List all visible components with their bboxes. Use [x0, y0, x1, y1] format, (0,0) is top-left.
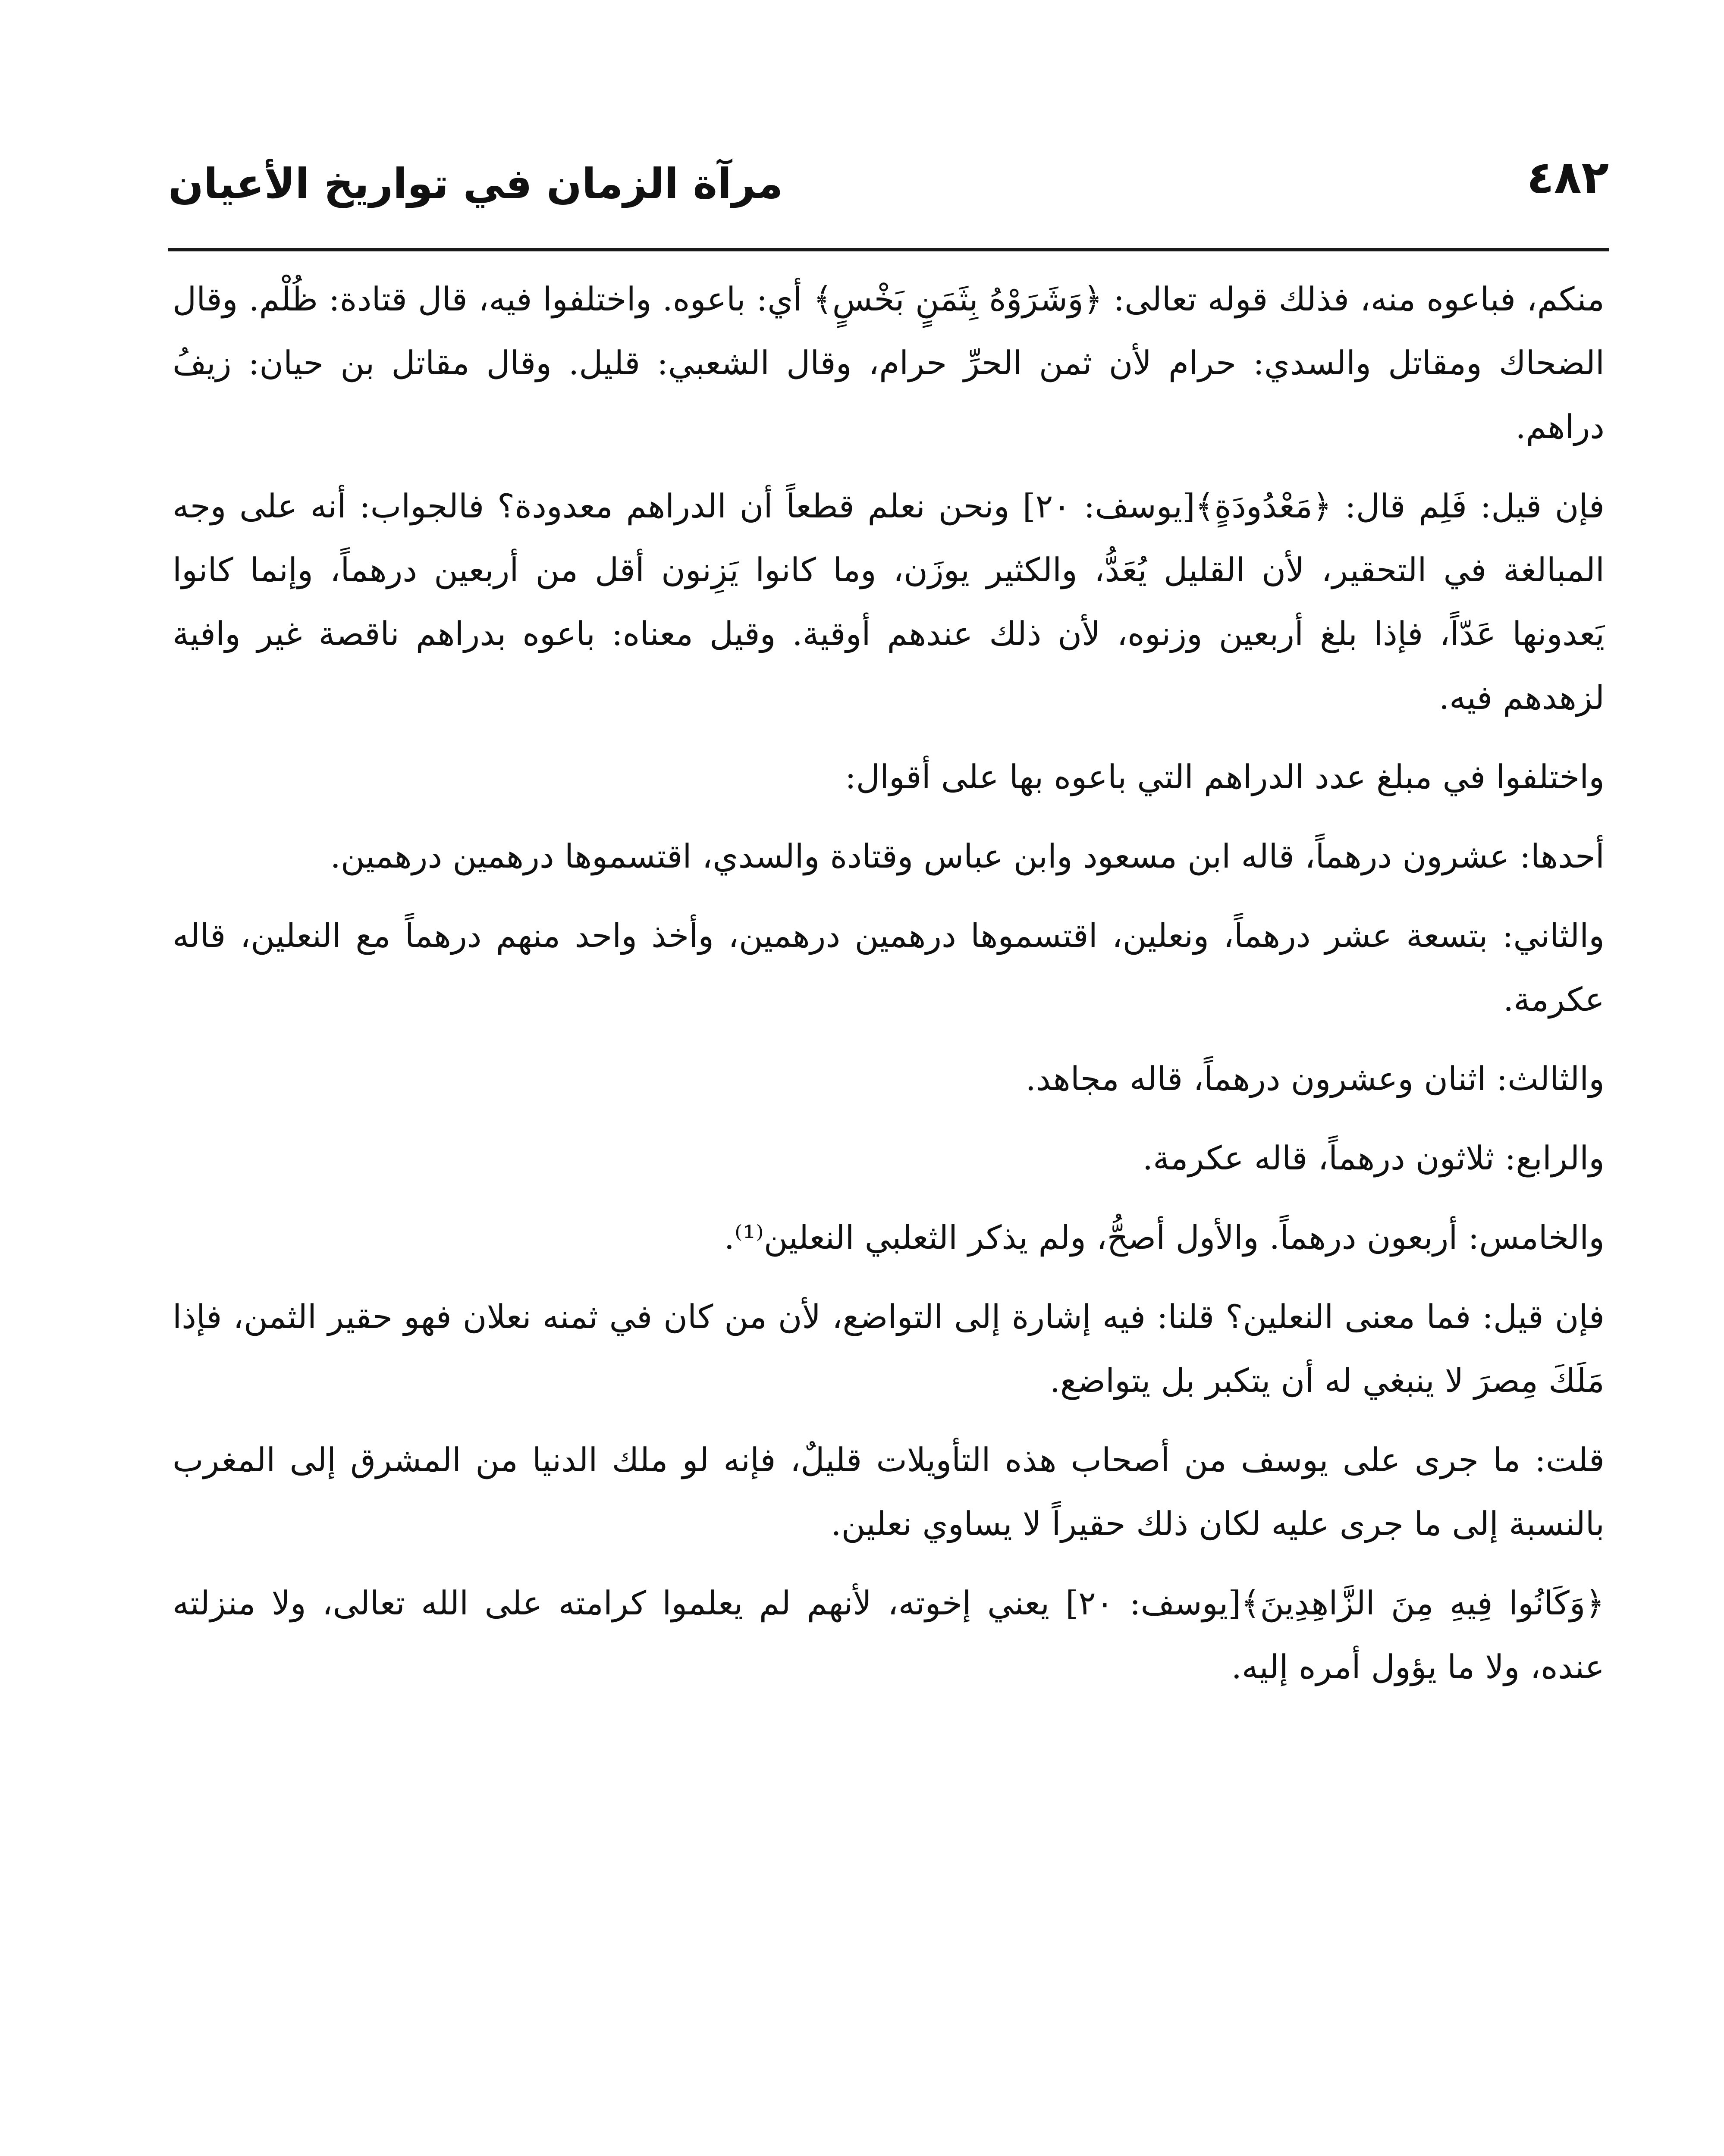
paragraph-8: والخامس: أربعون درهماً. والأول أصحُّ، ولم يذكر الثعلبي النعلين⁽¹⁾. [724, 1218, 1605, 1257]
paragraph-6: والثالث: اثنان وعشرون درهماً، قاله مجاهد. [1025, 1059, 1605, 1098]
paragraph-7: والرابع: ثلاثون درهماً، قاله عكرمة. [1142, 1139, 1605, 1177]
paragraph-1: منكم، فباعوه منه، فذلك قوله تعالى: ﴿وَشَرَوْهُ بِثَمَنٍ بَخْسٍ﴾ أي: باعوه. واختلفوا فيه، قال قتادة: ظُلْم. وقال الضحاك ومقاتل والسدي: حرام لأن ثمن الحرِّ حرام، وقال الشعبي: قليل. وقال مقاتل بن حيان: زيفُ دراهم. [173, 280, 1605, 446]
paragraph-10: قلت: ما جرى على يوسف من أصحاب هذه التأويلات قليلٌ، فإنه لو ملك الدنيا من المشرق إلى المغرب بالنسبة إلى ما جرى عليه لكان ذلك حقيراً لا يساوي نعلين. [173, 1441, 1605, 1543]
paragraph-2: فإن قيل: فَلِم قال: ﴿مَعْدُودَةٍ﴾[يوسف: ٢٠] ونحن نعلم قطعاً أن الدراهم معدودة؟ فالجواب: أنه على وجه المبالغة في التحقير، لأن القليل يُعَدُّ، والكثير يوزَن، وما كانوا يَزِنون أقل من أربعين درهماً، وإنما كانوا يَعدونها عَدّاً، فإذا بلغ أربعين وزنوه، لأن ذلك عندهم أوقية. وقيل معناه: باعوه بدراهم ناقصة غير وافية لزهدهم فيه. [173, 487, 1605, 717]
paragraph-11: ﴿وَكَانُوا فِيهِ مِنَ الزَّاهِدِينَ﴾[يوسف: ٢٠] يعني إخوته، لأنهم لم يعلموا كرامته على الله تعالى، ولا منزلته عنده، ولا ما يؤول أمره إليه. [173, 1584, 1605, 1686]
page-number: ٤٨٢ [1526, 151, 1609, 204]
paragraph-9: فإن قيل: فما معنى النعلين؟ قلنا: فيه إشارة إلى التواضع، لأن من كان في ثمنه نعلان فهو حقير الثمن، فإذا مَلَكَ مِصرَ لا ينبغي له أن يتكبر بل يتواضع. [173, 1297, 1605, 1400]
paragraph-3: واختلفوا في مبلغ عدد الدراهم التي باعوه بها على أقوال: [845, 758, 1605, 796]
running-title: مرآة الزمان في تواريخ الأعيان [168, 160, 783, 208]
page-header [168, 142, 1609, 241]
header-divider [168, 248, 1609, 251]
paragraph-4: أحدها: عشرون درهماً، قاله ابن مسعود وابن عباس وقتادة والسدي، اقتسموها درهمين درهمين. [330, 837, 1605, 875]
paragraph-5: والثاني: بتسعة عشر درهماً، ونعلين، اقتسموها درهمين درهمين، وأخذ واحد منهم درهماً مع النعلين، قاله عكرمة. [173, 916, 1605, 1018]
main-text [173, 267, 1605, 1714]
